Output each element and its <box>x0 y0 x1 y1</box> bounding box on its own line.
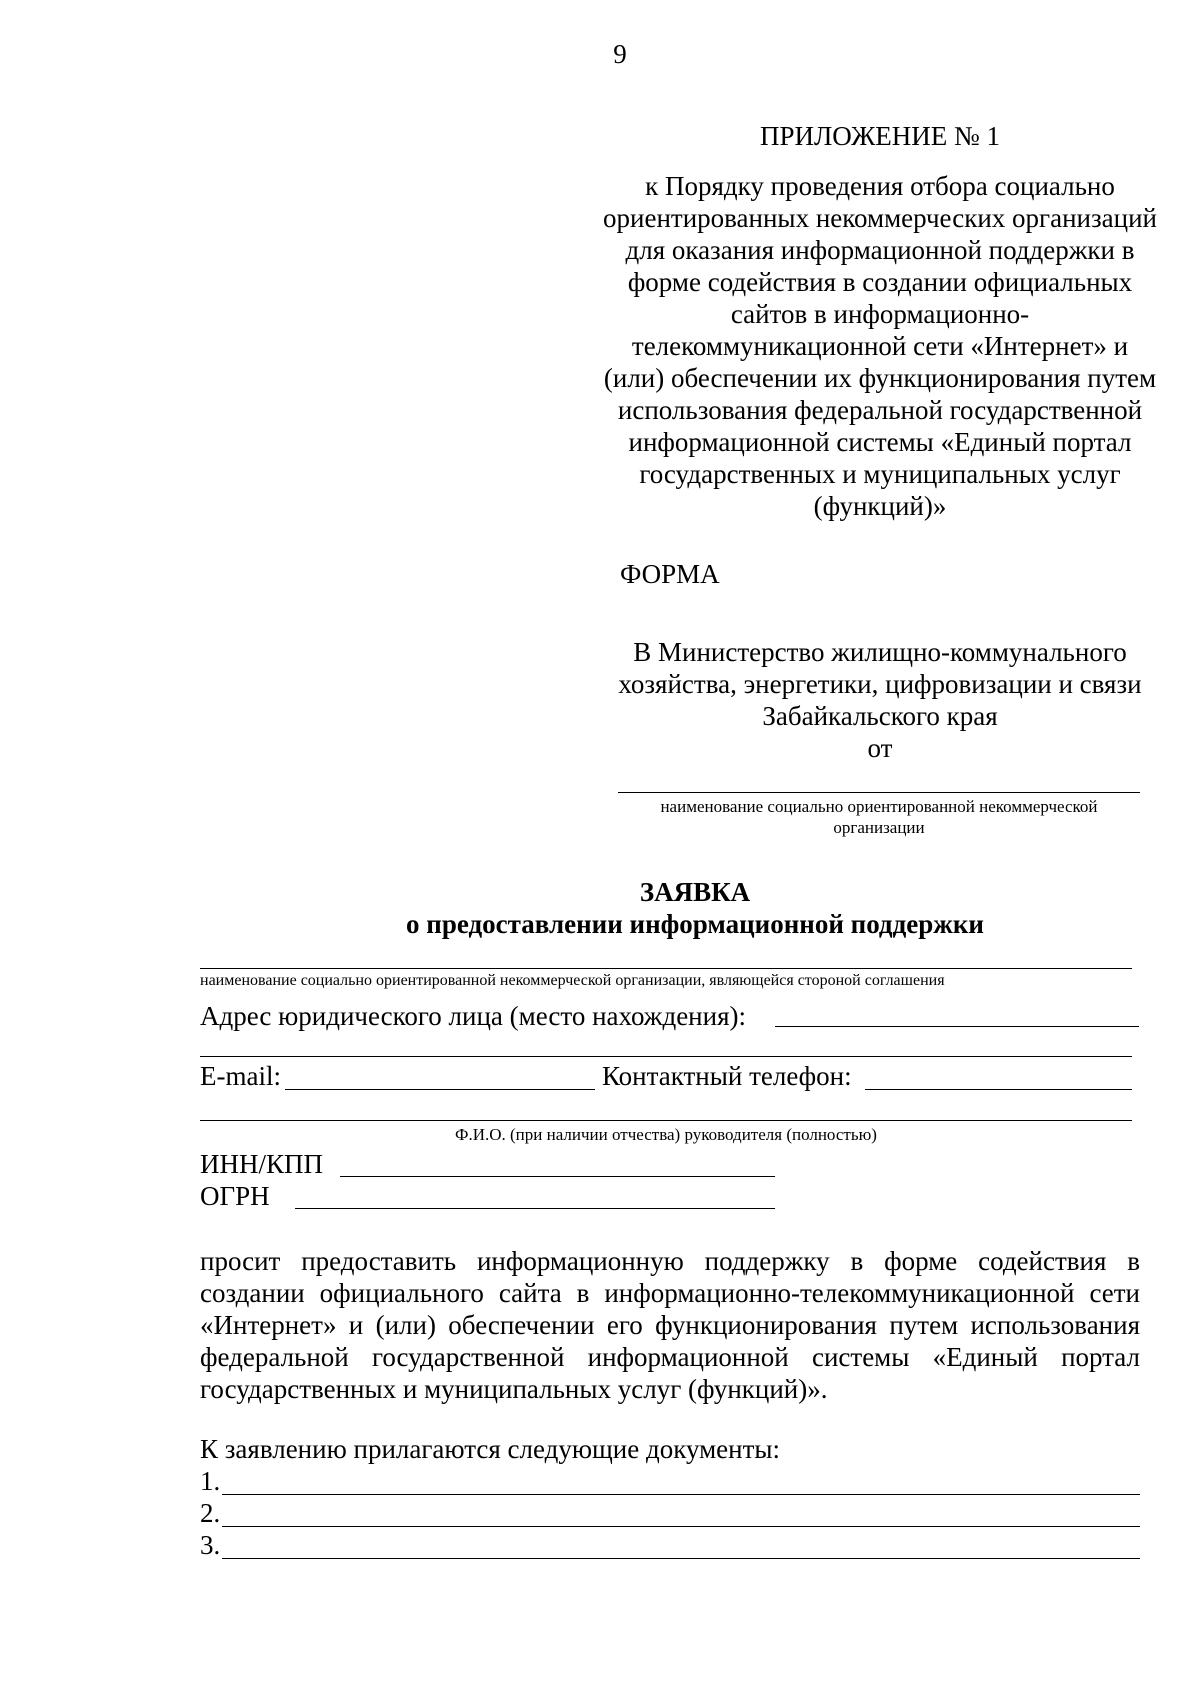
appendix-description: к Порядку проведения отбора социально ориентированных некоммерческих организаций для оказания информационной поддержки в форме содействия в создании официальных сайтов в информационно-телекоммуникационной сети «Интернет» и (или) обеспечении их функционирования путем использования федеральной государственной информационной системы «Единый портал государственных и муниципальных услуг (функций)» <box>603 171 1157 521</box>
document-item-field[interactable] <box>222 1494 1140 1495</box>
documents-heading: К заявлению прилагаются следующие документы: <box>200 1434 781 1464</box>
inn-kpp-label: ИНН/КПП <box>200 1149 324 1179</box>
address-field[interactable] <box>775 1026 1139 1027</box>
application-title: ЗАЯВКА <box>639 877 751 907</box>
phone-label: Контактный телефон: <box>602 1061 852 1091</box>
ogrn-label: ОГРН <box>200 1181 270 1211</box>
from-organization-field[interactable] <box>618 792 1140 793</box>
document-item-number: 3. <box>200 1530 221 1560</box>
from-organization-caption: наименование социально ориентированной некоммерческой организации <box>660 797 1098 837</box>
organization-name-caption: наименование социально ориентированной некоммерческой организации, являющейся стороной соглашения <box>200 972 945 989</box>
document-item-field[interactable] <box>222 1558 1140 1559</box>
page-number: 9 <box>613 39 627 69</box>
phone-field[interactable] <box>865 1089 1132 1090</box>
application-subtitle: о предоставлении информационной поддержки <box>406 909 984 939</box>
document-item-number: 1. <box>200 1466 221 1496</box>
inn-kpp-field[interactable] <box>340 1176 775 1177</box>
address-field-continued[interactable] <box>200 1056 1132 1057</box>
addressee-from: от <box>867 733 893 763</box>
addressee-block <box>600 636 1160 764</box>
email-label: E-mail: <box>200 1061 281 1091</box>
director-name-caption: Ф.И.О. (при наличии отчества) руководителя (полностью) <box>455 1125 877 1144</box>
appendix-title: ПРИЛОЖЕНИЕ № 1 <box>759 121 1001 151</box>
request-paragraph: просит предоставить информационную поддержку в форме содействия в создании официального сайта в информационно-телекоммуникационной сети «Интернет» и (или) обеспечении его функционирования путем использования федеральной государственной информационной системы «Единый портал государственных и муниципальных услуг (функций)». <box>200 1246 1140 1404</box>
organization-name-field[interactable] <box>200 968 1132 969</box>
document-item-number: 2. <box>200 1498 221 1528</box>
ogrn-field[interactable] <box>295 1208 775 1209</box>
address-label: Адрес юридического лица (место нахождения): <box>200 1001 746 1031</box>
email-field[interactable] <box>285 1089 595 1090</box>
form-label: ФОРМА <box>620 559 720 589</box>
director-name-field[interactable] <box>200 1120 1132 1121</box>
document-item-field[interactable] <box>222 1526 1140 1527</box>
addressee-text: В Министерство жилищно-коммунального хозяйства, энергетики, цифровизации и связи Забайкальского края <box>618 637 1142 731</box>
